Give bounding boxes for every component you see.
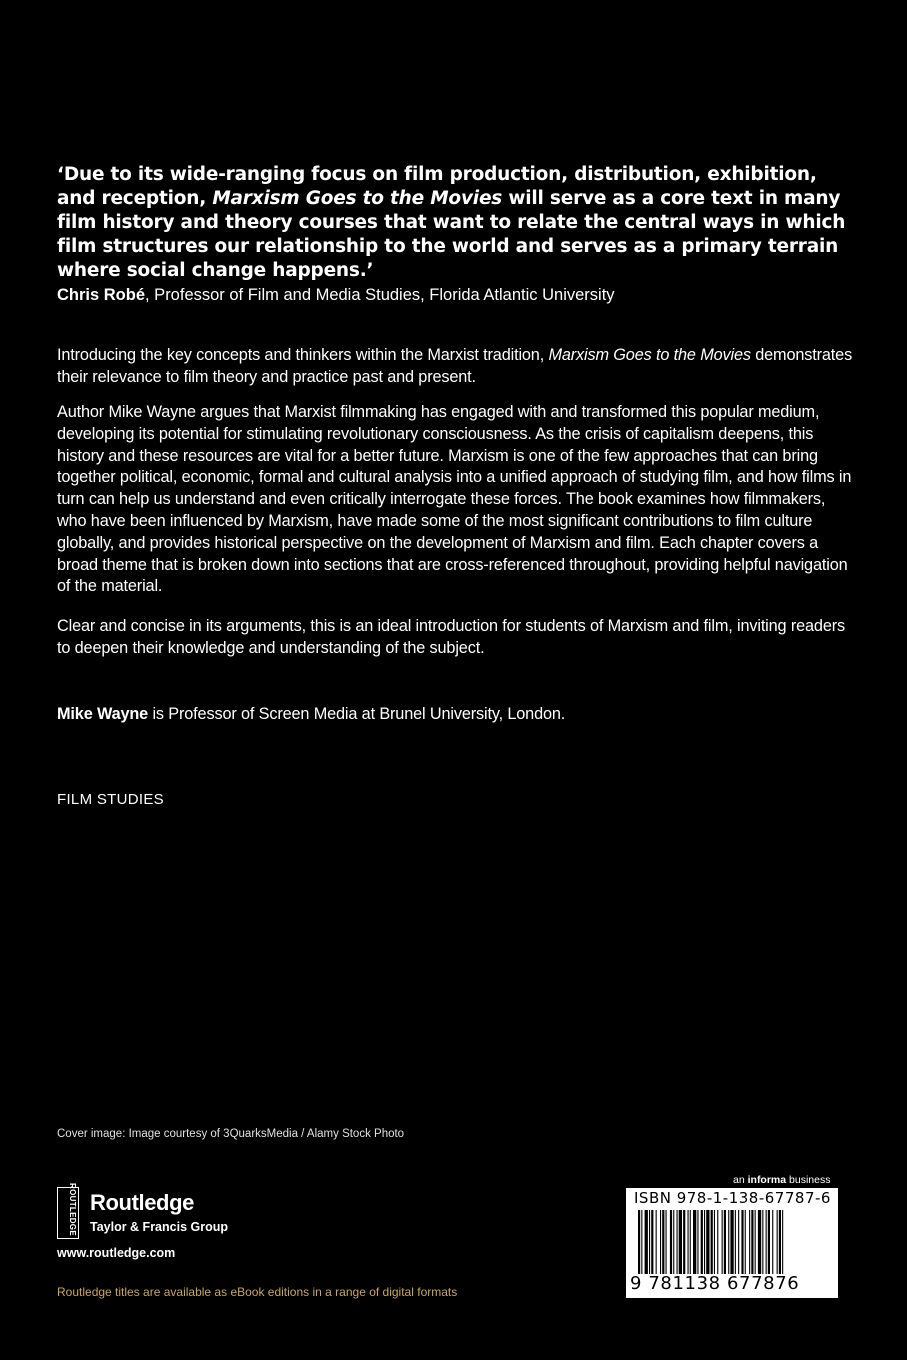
subject-category: FILM STUDIES (57, 791, 164, 808)
informa-suffix: business (786, 1174, 831, 1186)
barcode-stripe (662, 1210, 664, 1274)
cover-image-credit: Cover image: Image courtesy of 3QuarksMedia / Alamy Stock Photo (57, 1128, 405, 1140)
barcode-stripe (693, 1210, 696, 1274)
informa-brand: informa (747, 1174, 787, 1186)
barcode-stripe (762, 1210, 763, 1274)
barcode-stripe (772, 1210, 773, 1274)
routledge-logo-icon (57, 1183, 79, 1239)
barcode-stripe (673, 1210, 674, 1274)
author-bio (57, 704, 857, 726)
quote-author-affiliation: , Professor of Film and Media Studies, Florida Atlantic University (145, 286, 615, 304)
barcode-stripe (751, 1210, 753, 1274)
author-name: Mike Wayne (57, 705, 149, 723)
barcode-stripe (706, 1210, 709, 1274)
logo-mark-text: ROUTLEDGE (67, 1183, 77, 1236)
barcode-stripe (641, 1210, 642, 1274)
quote-book-title: Marxism Goes to the Movies (212, 188, 503, 209)
publisher-group: Taylor & Francis Group (90, 1220, 228, 1234)
barcode-stripe (714, 1210, 715, 1274)
barcode-stripe (777, 1210, 778, 1274)
description-paragraph-1 (57, 345, 857, 389)
description-paragraph-3: Clear and concise in its arguments, this is an ideal introduction for students of Marxism and film, inviting readers to deepen their knowledge and understanding of the subject. (57, 617, 845, 657)
barcode-stripe (679, 1210, 682, 1274)
barcode-stripe (768, 1210, 770, 1274)
publisher-website: www.routledge.com (57, 1246, 176, 1260)
barcode-stripe (766, 1210, 767, 1274)
barcode-stripe (690, 1210, 691, 1274)
barcode-stripe (670, 1210, 672, 1274)
barcode-stripe (735, 1210, 736, 1274)
p1-end: demonstrates their relevance to film theory and practice past and present. (57, 346, 853, 386)
barcode-stripe (755, 1210, 756, 1274)
barcode-stripe (660, 1210, 661, 1274)
barcode-stripe (677, 1210, 678, 1274)
barcode-stripe (701, 1210, 703, 1274)
barcode-stripe (758, 1210, 761, 1274)
barcode-stripe (741, 1210, 743, 1274)
isbn-barcode (626, 1188, 838, 1298)
p1-book-title: Marxism Goes to the Movies (548, 346, 751, 364)
barcode-stripe (722, 1210, 723, 1274)
barcode-stripe (724, 1210, 726, 1274)
barcode-stripe (745, 1210, 746, 1274)
barcode-stripe (649, 1210, 650, 1274)
publisher-name: Routledge (90, 1190, 194, 1215)
barcode-stripe (683, 1210, 685, 1274)
barcode-stripe (638, 1210, 640, 1274)
barcode-stripe (697, 1210, 698, 1274)
endorsement-quote (57, 163, 847, 283)
barcode-stripe (688, 1210, 689, 1274)
p1-start: Introducing the key concepts and thinkers within the Marxist tradition, (57, 346, 549, 364)
quote-attribution (57, 284, 615, 306)
informa-business-label (733, 1174, 830, 1186)
barcode-bars (638, 1210, 832, 1274)
quote-author: Chris Robé (57, 286, 146, 304)
barcode-stripe (728, 1210, 729, 1274)
quote-text-end: will serve as a core text in many film history and theory courses that want to relate the central ways in which film structures our relationship to the world and serves as a primary terrain where social change happens.’ (57, 188, 846, 281)
informa-prefix: an (733, 1174, 748, 1186)
barcode-stripe (717, 1210, 718, 1274)
quote-text-start: ‘Due to its wide-ranging focus on film production, distribution, exhibition, and reception, (57, 164, 817, 209)
barcode-stripe (749, 1210, 750, 1274)
barcode-digits: 9 781138 677876 (630, 1273, 800, 1294)
barcode-stripe (730, 1210, 733, 1274)
barcode-stripe (704, 1210, 705, 1274)
barcode-stripe (645, 1210, 648, 1274)
description-paragraph-2: Author Mike Wayne argues that Marxist filmmaking has engaged with and transformed this popular medium, developing its potential for stimulating revolutionary consciousness. As the crisis of capitalism deepens, this history and these resources are vital for a better future. Marxism is one of the few approaches that can bring together political, economic, formal and cultural analysis into a unified approach of studying film, and how films in turn can help us understand and even critically interrogate these forces. The book examines how filmmakers, who have been influenced by Marxism, have made some of the most significant contributions to film culture globally, and provides historical perspective on the development of Marxism and film. Each chapter covers a broad theme that is broken down into sections that are cross-referenced throughout, providing helpful navigation of the material. (57, 403, 852, 596)
barcode-stripe (782, 1210, 783, 1274)
barcode-stripe (779, 1210, 781, 1274)
barcode-stripe (656, 1210, 657, 1274)
barcode-stripe (651, 1210, 653, 1274)
barcode-stripe (738, 1210, 739, 1274)
routledge-logo (57, 1183, 297, 1239)
ebook-note: Routledge titles are available as eBook editions in a range of digital formats (57, 1285, 458, 1299)
barcode-stripe (666, 1210, 667, 1274)
barcode-stripe (711, 1210, 713, 1274)
author-bio-text: is Professor of Screen Media at Brunel University, London. (148, 705, 566, 723)
isbn-text: ISBN 978-1-138-67787-6 (634, 1189, 831, 1207)
